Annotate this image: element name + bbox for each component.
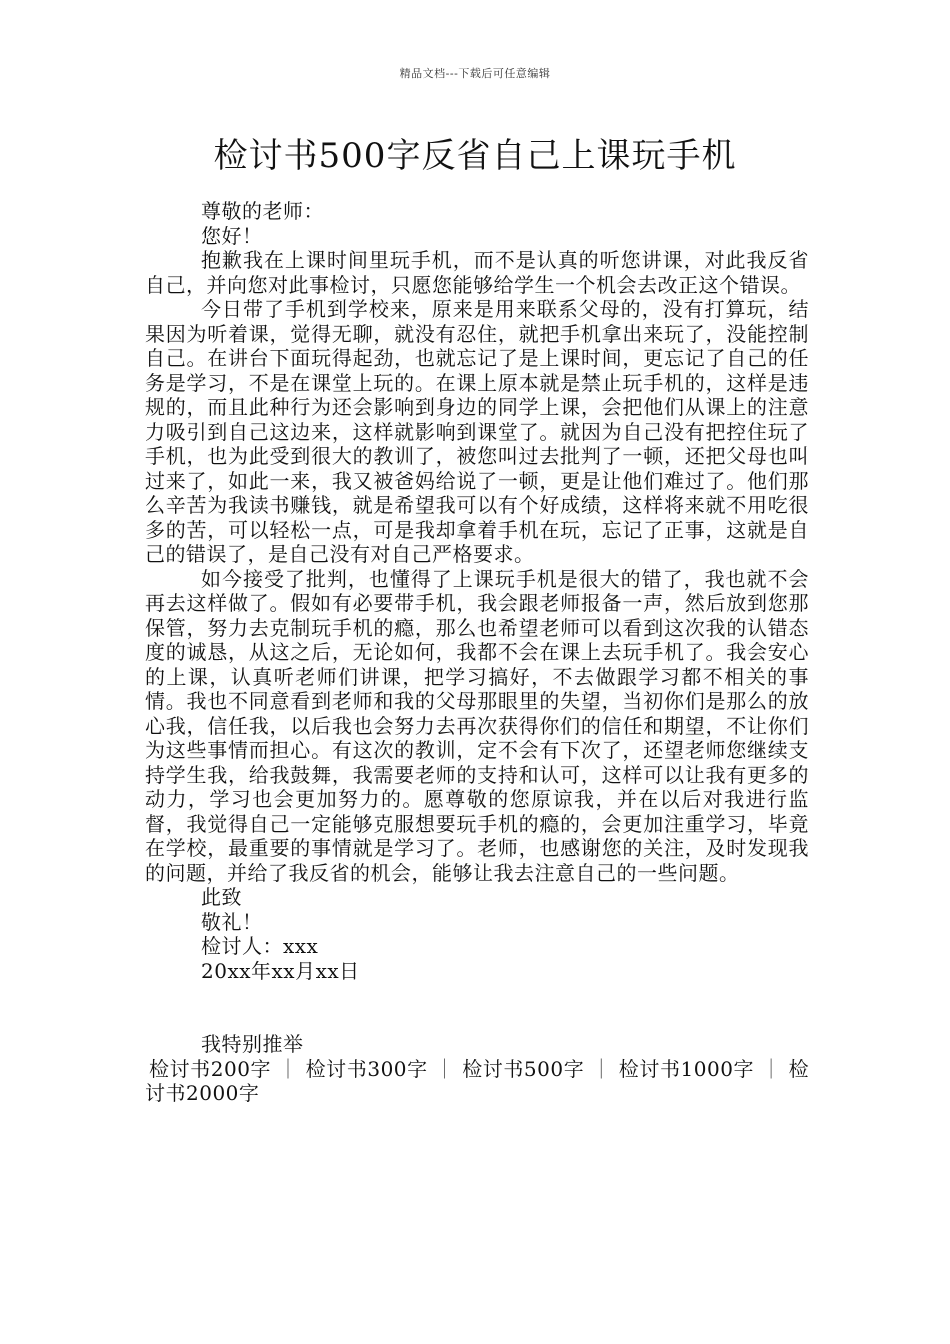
signer: 检讨人：xxx [201, 934, 319, 958]
recommend-heading: 我特别推举 [201, 1032, 304, 1056]
recommend-link[interactable]: 检讨书200字 [149, 1056, 272, 1081]
recommend-links [145, 1057, 809, 1106]
recommend-link[interactable]: 检讨书2000字 [145, 1056, 810, 1105]
recommend-link[interactable]: 检讨书1000字 [618, 1056, 755, 1081]
document-title: 检讨书500字反省自己上课玩手机 [213, 136, 737, 176]
link-separator: ｜ [434, 1056, 456, 1081]
link-separator: ｜ [591, 1056, 612, 1081]
recommend-link[interactable]: 检讨书300字 [305, 1056, 428, 1081]
link-separator: ｜ [761, 1056, 782, 1081]
spacer [145, 983, 809, 1032]
body-paragraph-1: 抱歉我在上课时间里玩手机，而不是认真的听您讲课，对此我反省自己，并向您对此事检讨，只愿您能够给学生一个机会去改正这个错误。 [145, 248, 809, 297]
date: 20xx年xx月xx日 [201, 958, 360, 983]
salutation: 尊敬的老师： [201, 199, 324, 223]
header-note: 精品文档---下载后可任意编辑 [399, 67, 551, 80]
body-paragraph-2: 今日带了手机到学校来，原来是用来联系父母的，没有打算玩，结果因为听着课，觉得无聊，就没有忍住，就把手机拿出来玩了，没能控制自己。在讲台下面玩得起劲，也就忘记了是上课时间，更忘记了自己的任务是学习，不是在课堂上玩的。在课上原本就是禁止玩手机的，这样是违规的，而且此种行为还会影响到身边的同学上课，会把他们从课上的注意力吸引到自己这边来，这样就影响到课堂了。就因为自己没有把控住玩了手机，也为此受到很大的教训了，被您叫过去批判了一顿，还把父母也叫过来了，如此一来，我又被爸妈给说了一顿，更是让他们难过了。他们那么辛苦为我读书赚钱，就是希望我可以有个好成绩，这样将来就不用吃很多的苦，可以轻松一点，可是我却拿着手机在玩，忘记了正事，这就是自己的错误了，是自己没有对自己严格要求。 [145, 297, 809, 566]
greeting: 您好！ [201, 223, 263, 248]
closing-line-2: 敬礼！ [201, 909, 263, 934]
closing-line-1: 此致 [201, 885, 242, 909]
link-separator: ｜ [278, 1056, 299, 1081]
document-body [145, 199, 809, 1106]
recommend-link[interactable]: 检讨书500字 [462, 1056, 585, 1081]
body-paragraph-3: 如今接受了批判，也懂得了上课玩手机是很大的错了，我也就不会再去这样做了。假如有必要带手机，我会跟老师报备一声，然后放到您那保管，努力去克制玩手机的瘾，那么也希望老师可以看到这次我的认错态度的诚恳，从这之后，无论如何，我都不会在课上去玩手机了。我会安心的上课，认真听老师们讲课，把学习搞好，不去做跟学习都不相关的事情。我也不同意看到老师和我的父母那眼里的失望，当初你们是那么的放心我，信任我，以后我也会努力去再次获得你们的信任和期望，不让你们为这些事情而担心。有这次的教训，定不会有下次了，还望老师您继续支持学生我，给我鼓舞，我需要老师的支持和认可，这样可以让我有更多的动力，学习也会更加努力的。愿尊敬的您原谅我，并在以后对我进行监督，我觉得自己一定能够克服想要玩手机的瘾的，会更加注重学习，毕竟在学校，最重要的事情就是学习了。老师，也感谢您的关注，及时发现我的问题，并给了我反省的机会，能够让我去注意自己的一些问题。 [145, 566, 809, 885]
